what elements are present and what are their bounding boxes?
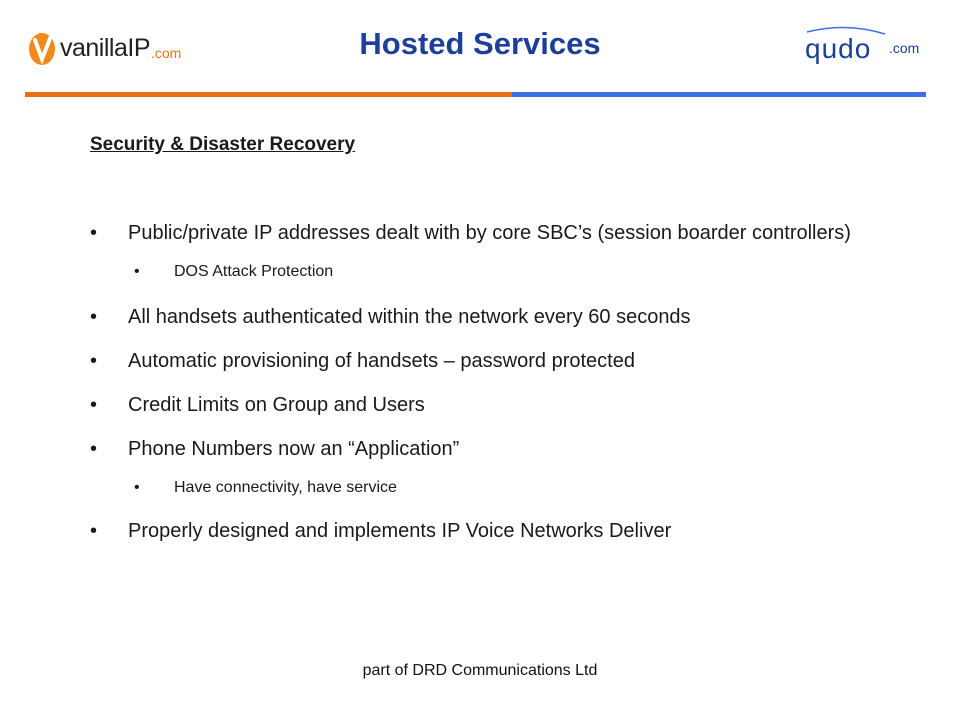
qudo-logo-text: qudo [805,33,872,64]
bullet-icon: • [90,438,98,460]
bullet-icon: • [90,520,98,542]
header-rule-orange [25,92,512,97]
sub-bullet-item [90,478,880,498]
bullet-text: All handsets authenticated within the network every 60 seconds [128,306,691,328]
bullet-list [90,220,880,544]
bullet-text: Phone Numbers now an “Application” [128,438,460,460]
qudo-logo-suffix: .com [889,40,920,56]
footer-text: part of DRD Communications Ltd [362,662,598,679]
bullet-item [90,392,880,418]
qudo-logo [803,26,919,66]
bullet-text: Public/private IP addresses dealt with by core SBC’s (session boarder controllers) [128,222,851,244]
bullet-text: Properly designed and implements IP Voice Networks Deliver [128,520,672,542]
vanillaip-logo-text: vanillaIP [60,33,150,62]
bullet-item [90,518,880,544]
bullet-item [90,304,880,330]
bullet-item [90,220,880,246]
bullet-icon: • [90,222,98,244]
page-title: Hosted Services [359,26,601,61]
bullet-icon: • [90,350,98,372]
sub-bullet-icon: • [134,479,140,496]
bullet-icon: • [90,394,98,416]
section-heading: Security & Disaster Recovery [90,134,356,155]
bullet-text: Automatic provisioning of handsets – password protected [128,350,635,372]
header-rule-blue [512,92,926,97]
sub-bullet-text: Have connectivity, have service [174,479,397,496]
vanillaip-logo-suffix: .com [151,45,182,61]
bullet-item [90,348,880,374]
qudo-logo-mark [803,26,889,66]
bullet-item [90,436,880,462]
sub-bullet-text: DOS Attack Protection [174,263,334,280]
bullet-icon: • [90,306,98,328]
sub-bullet-item [90,262,880,282]
sub-bullet-icon: • [134,263,140,280]
bullet-text: Credit Limits on Group and Users [128,394,425,416]
